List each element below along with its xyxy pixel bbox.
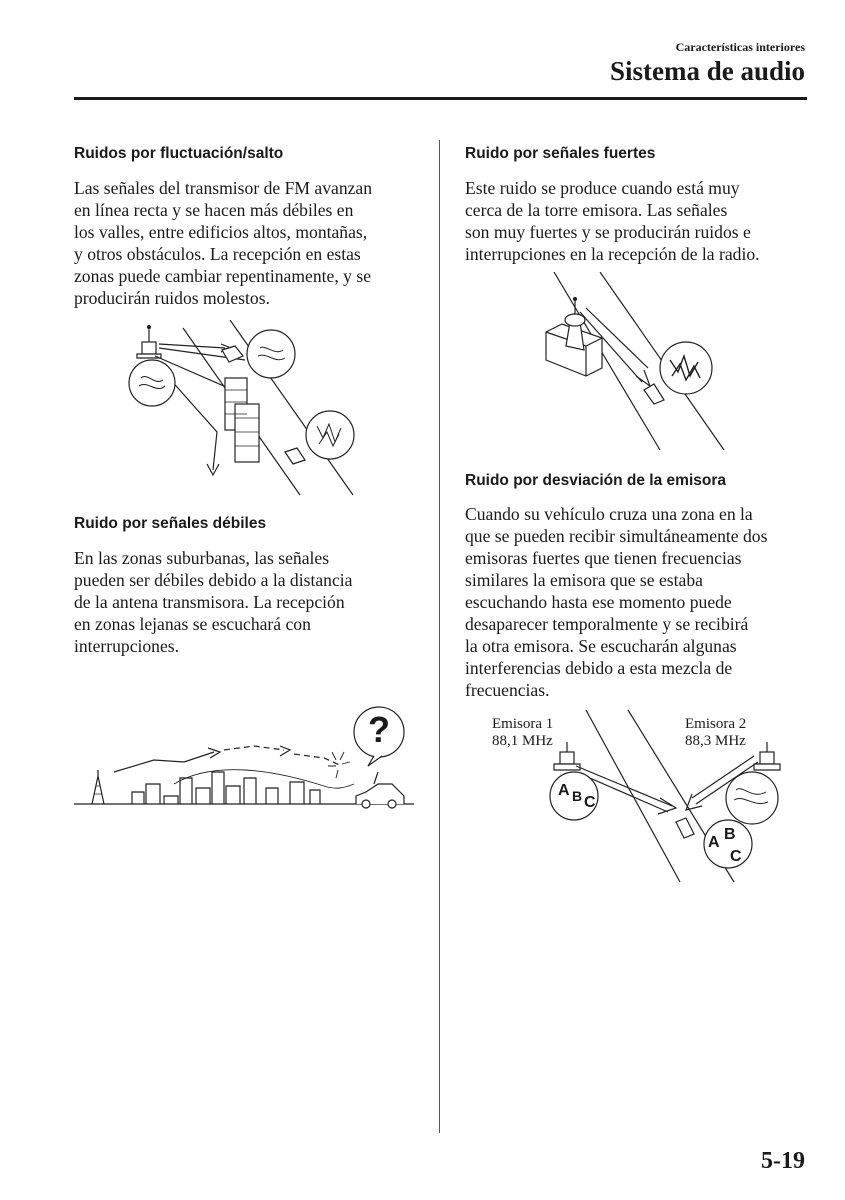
bubble-letter-a: A xyxy=(708,834,720,851)
bubble-letter-b: B xyxy=(724,826,736,843)
bubble-letter-a: A xyxy=(558,782,570,799)
header-rule xyxy=(74,97,807,100)
car-icon xyxy=(285,448,305,464)
heading-weak-signals: Ruido por señales débiles xyxy=(74,515,267,532)
column-divider xyxy=(439,140,440,1133)
figure-weak-signals xyxy=(74,700,419,810)
bubble-letter-c: C xyxy=(730,848,742,865)
figure-fluctuation xyxy=(125,320,365,500)
heading-strong-signals: Ruido por señales fuertes xyxy=(465,145,656,162)
transmitter-icon xyxy=(754,742,780,770)
figure-station-drift xyxy=(490,706,790,886)
station-2-label: Emisora 2 88,3 MHz xyxy=(685,716,747,749)
paragraph-fluctuation: Las señales del transmisor de FM avanzan en línea recta y se hacen más débiles en los valles, entre edificios altos, montañas, y otros obstáculos. La recepción en estas zonas puede cambiar repentinamente, y se producirán ruidos molestos. xyxy=(74,178,373,308)
station-1-label: Emisora 1 88,1 MHz xyxy=(492,716,554,749)
heading-station-drift: Ruido por desviación de la emisora xyxy=(465,472,726,489)
heading-fluctuation: Ruidos por fluctuación/salto xyxy=(74,145,284,162)
transmitter-tower-icon xyxy=(92,770,104,804)
car-icon xyxy=(356,772,404,808)
transmitter-building-icon xyxy=(546,298,602,377)
paragraph-weak-signals: En las zonas suburbanas, las señales pueden ser débiles debido a la distancia de la antena transmisora. La recepción en zonas lejanas se escuchará con interrupciones. xyxy=(74,548,353,656)
transmitter-icon xyxy=(137,326,161,359)
question-icon: ? xyxy=(368,709,390,750)
page-title: Sistema de audio xyxy=(609,56,805,86)
page-number: 5-19 xyxy=(761,1148,805,1174)
section-name: Características interiores xyxy=(675,40,805,54)
paragraph-strong-signals: Este ruido se produce cuando está muy cerca de la torre emisora. Las señales son muy fuertes y se producirán ruidos e interrupciones en la recepción de la radio. xyxy=(465,178,760,264)
figure-strong-signals xyxy=(540,272,730,452)
bubble-letter-c: C xyxy=(584,794,596,811)
car-icon xyxy=(676,818,694,838)
car-icon xyxy=(644,384,664,404)
bubble-letter-b: B xyxy=(572,788,583,804)
paragraph-station-drift: Cuando su vehículo cruza una zona en la que se pueden recibir simultáneamente dos emisoras fuertes que tienen frecuencias similares la emisora que se estaba escuchando hasta ese momento puede desaparecer temporalmente y se recibirá la otra emisora. Se escucharán algunas interferencias debido a esta mezcla de frecuencias. xyxy=(465,504,768,700)
